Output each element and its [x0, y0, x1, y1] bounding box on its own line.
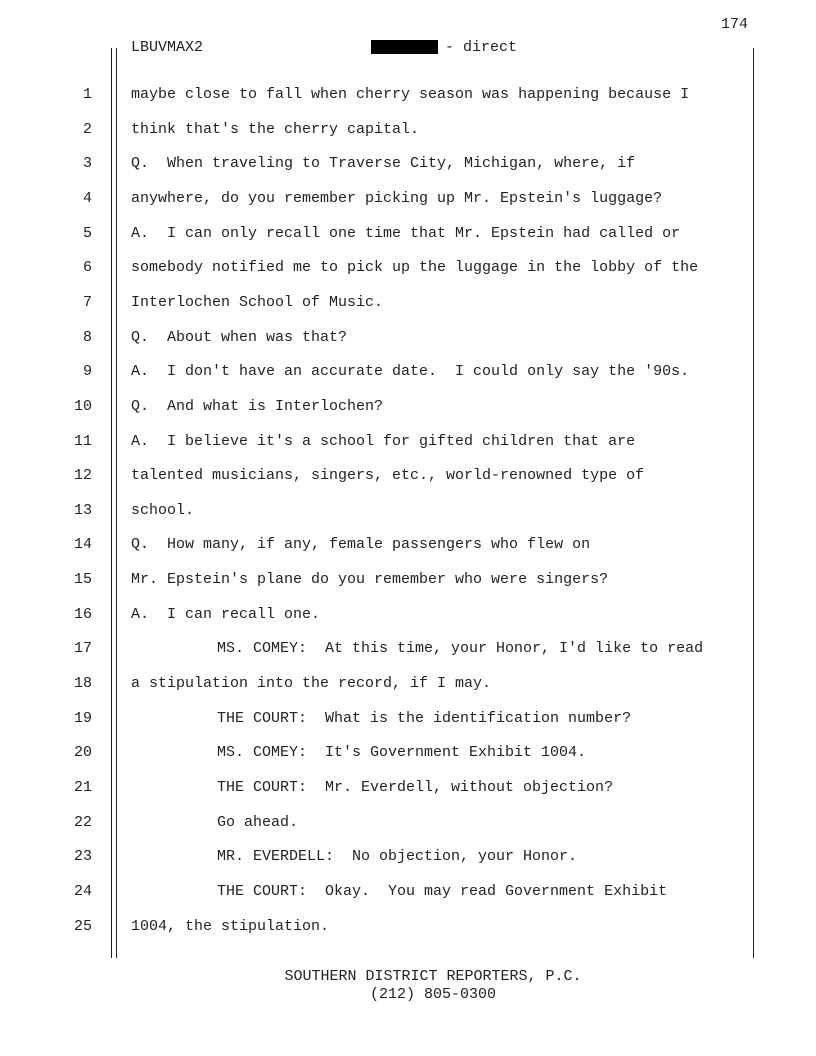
line-text: maybe close to fall when cherry season was happening because I — [131, 86, 690, 103]
line-text: Q. How many, if any, female passengers who flew on — [131, 536, 591, 554]
line-text: MS. COMEY: At this time, your Honor, I'd like to read — [217, 640, 704, 658]
line-text: THE COURT: What is the identification number? — [217, 709, 632, 727]
transcript-line — [0, 675, 816, 709]
line-number: 7 — [82, 293, 92, 311]
page-number: 174 — [720, 16, 748, 33]
line-text: Q. And what is Interlochen? — [131, 397, 384, 415]
line-number: 1 — [82, 86, 92, 103]
transcript-line — [0, 918, 816, 952]
line-text: somebody notified me to pick up the luggage in the lobby of the — [131, 259, 699, 277]
line-number: 8 — [82, 328, 92, 346]
line-number: 18 — [73, 675, 92, 693]
transcript-line — [0, 294, 816, 328]
line-number: 9 — [82, 363, 92, 381]
line-text: THE COURT: Okay. You may read Government Exhibit — [217, 882, 668, 900]
line-text: a stipulation into the record, if I may. — [131, 675, 492, 693]
line-text: Q. About when was that? — [131, 328, 348, 346]
line-text: Interlochen School of Music. — [131, 293, 384, 311]
line-text: MS. COMEY: It's Government Exhibit 1004. — [217, 744, 587, 762]
transcript-line — [0, 710, 816, 744]
transcript-line — [0, 329, 816, 363]
transcript-line — [0, 259, 816, 293]
line-text: A. I can recall one. — [131, 605, 321, 623]
transcript-line — [0, 398, 816, 432]
line-text: THE COURT: Mr. Everdell, without objection? — [217, 779, 614, 796]
line-text: MR. EVERDELL: No objection, your Honor. — [217, 848, 578, 866]
transcript-line — [0, 571, 816, 605]
transcript-line — [0, 225, 816, 259]
line-text: Q. When traveling to Traverse City, Michigan, where, if — [131, 155, 636, 173]
line-text: A. I don't have an accurate date. I could only say the '90s. — [131, 363, 690, 381]
line-number: 11 — [73, 432, 92, 450]
transcript-line — [0, 848, 816, 882]
line-number: 2 — [82, 120, 92, 138]
line-number: 5 — [82, 224, 92, 242]
line-number: 10 — [73, 397, 92, 415]
transcript-line — [0, 814, 816, 848]
line-text: talented musicians, singers, etc., world-renowned type of — [131, 467, 645, 485]
transcript-line — [0, 155, 816, 189]
transcript-line — [0, 363, 816, 397]
transcript-line — [0, 744, 816, 778]
line-number: 23 — [73, 848, 92, 866]
transcript-line — [0, 640, 816, 674]
line-number: 12 — [73, 467, 92, 485]
transcript-line — [0, 606, 816, 640]
line-number: 22 — [73, 813, 92, 831]
line-text: Go ahead. — [217, 813, 299, 831]
transcript-line — [0, 779, 816, 813]
footer-phone: (212) 805-0300 — [369, 986, 497, 1003]
line-number: 21 — [73, 779, 92, 796]
line-number: 4 — [82, 189, 92, 207]
line-text: 1004, the stipulation. — [131, 917, 330, 935]
line-number: 17 — [73, 640, 92, 658]
transcript-line — [0, 536, 816, 570]
transcript-line — [0, 433, 816, 467]
line-number: 15 — [73, 571, 92, 589]
case-header-code: LBUVMAX2 — [131, 39, 204, 56]
transcript-line — [0, 883, 816, 917]
line-number: 3 — [82, 155, 92, 173]
line-number: 19 — [73, 709, 92, 727]
line-text: A. I can only recall one time that Mr. Epstein had called or — [131, 224, 681, 242]
line-text: anywhere, do you remember picking up Mr. Epstein's luggage? — [131, 189, 663, 207]
line-text: school. — [131, 501, 195, 519]
line-number: 14 — [73, 536, 92, 554]
transcript-line — [0, 121, 816, 155]
footer-reporter-name: SOUTHERN DISTRICT REPORTERS, P.C. — [284, 968, 582, 985]
transcript-line — [0, 190, 816, 224]
line-number: 13 — [73, 501, 92, 519]
transcript-line — [0, 86, 816, 120]
line-text: Mr. Epstein's plane do you remember who were singers? — [131, 571, 609, 589]
examination-label: - direct — [445, 39, 518, 56]
line-number: 24 — [73, 882, 92, 900]
footer — [0, 968, 816, 1004]
transcript-line — [0, 502, 816, 536]
line-text: A. I believe it's a school for gifted children that are — [131, 432, 636, 450]
line-number: 16 — [73, 605, 92, 623]
line-number: 6 — [82, 259, 92, 277]
line-number: 25 — [73, 917, 92, 935]
redaction-box — [371, 40, 438, 54]
line-number: 20 — [73, 744, 92, 762]
transcript-line — [0, 467, 816, 501]
line-text: think that's the cherry capital. — [131, 120, 420, 138]
